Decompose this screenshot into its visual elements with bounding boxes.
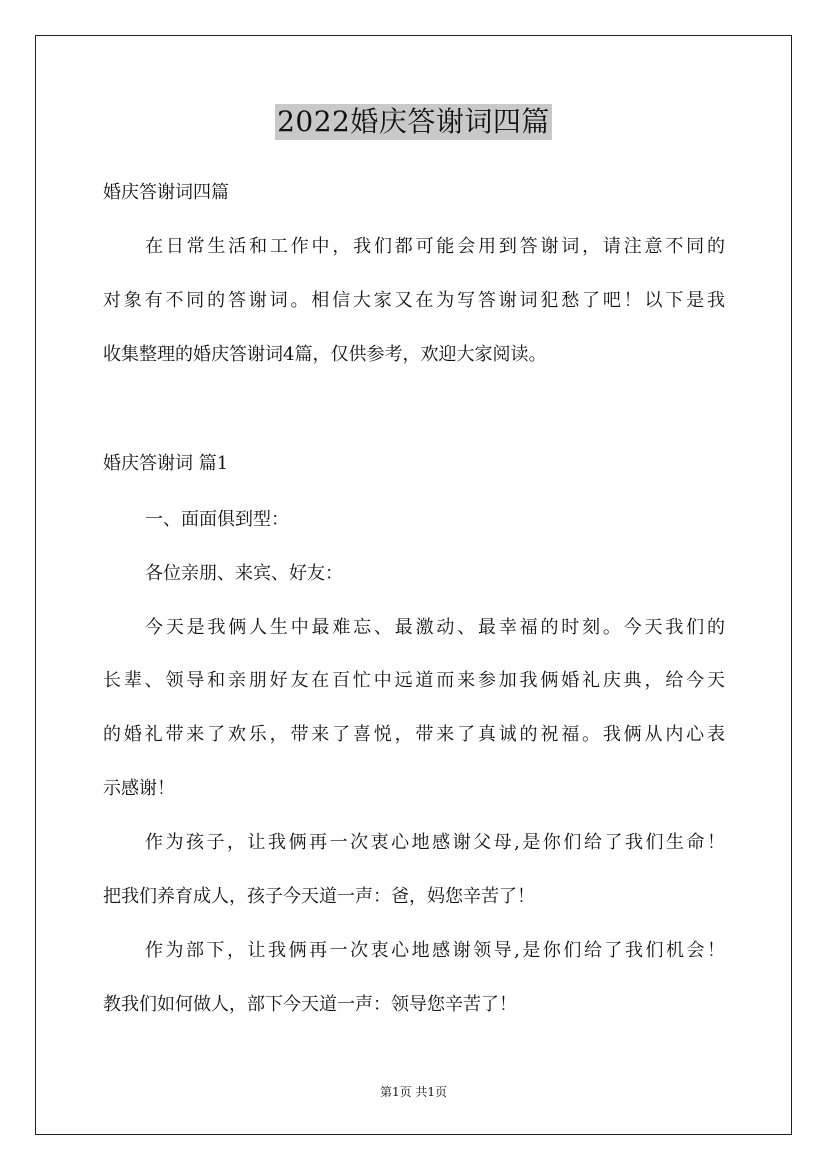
section-heading: 婚庆答谢词 篇1 bbox=[103, 453, 229, 474]
leaders-line-1: 作为部下，让我俩再一次衷心地感谢领导,是你们给了我们机会！ bbox=[145, 940, 725, 961]
intro-line-1: 在日常生活和工作中，我们都可能会用到答谢词，请注意不同的 bbox=[145, 236, 725, 257]
title-container bbox=[0, 104, 827, 140]
body-line-4: 示感谢！ bbox=[103, 778, 175, 799]
subtitle-line: 婚庆答谢词四篇 bbox=[103, 182, 229, 203]
intro-line-2: 对象有不同的答谢词。相信大家又在为写答谢词犯愁了吧！以下是我 bbox=[103, 290, 725, 311]
body-line-2: 长辈、领导和亲朋好友在百忙中远道而来参加我俩婚礼庆典，给今天 bbox=[103, 670, 725, 691]
page-footer: 第1页 共1页 bbox=[379, 1085, 448, 1099]
intro-line-3: 收集整理的婚庆答谢词4篇，仅供参考，欢迎大家阅读。 bbox=[103, 344, 547, 365]
body-line-1: 今天是我俩人生中最难忘、最激动、最幸福的时刻。今天我们的 bbox=[145, 617, 725, 638]
parents-line-1: 作为孩子，让我俩再一次衷心地感谢父母,是你们给了我们生命！ bbox=[145, 832, 725, 853]
body-line-3: 的婚礼带来了欢乐，带来了喜悦，带来了真诚的祝福。我俩从内心表 bbox=[103, 724, 725, 745]
salutation-line: 各位亲朋、来宾、好友： bbox=[145, 563, 343, 584]
type-heading: 一、面面俱到型： bbox=[145, 509, 289, 530]
document-title: 2022婚庆答谢词四篇 bbox=[277, 105, 550, 138]
leaders-line-2: 教我们如何做人，部下今天道一声：领导您辛苦了！ bbox=[103, 994, 517, 1015]
parents-line-2: 把我们养育成人，孩子今天道一声：爸，妈您辛苦了！ bbox=[103, 886, 535, 907]
